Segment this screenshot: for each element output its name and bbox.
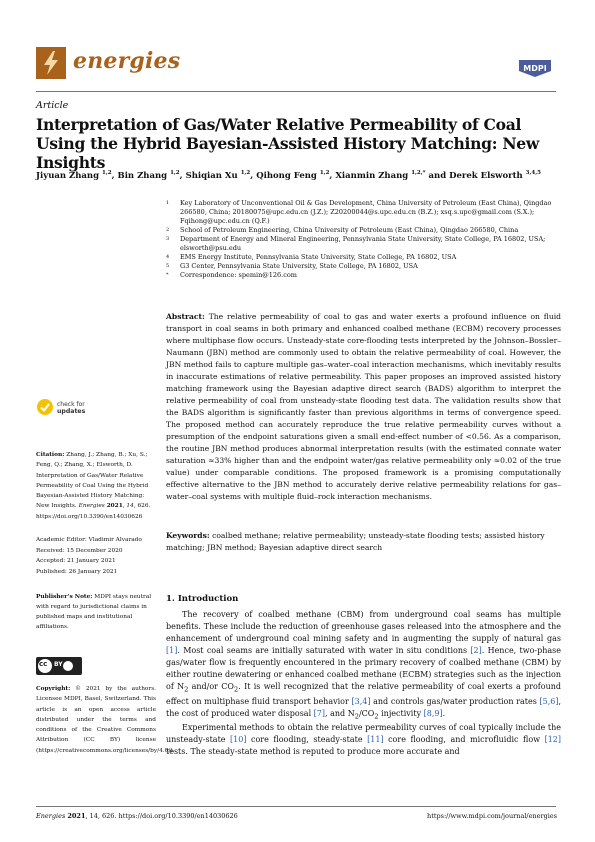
- paragraph: Experimental methods to obtain the relative permeability curves of coal typically include the unsteady-state [10] core flooding, steady-state [11] core flooding, and microfluidic flow [12] tests. The steady-state method is reputed to produce more accurate and: [166, 723, 561, 757]
- author[interactable]: and Derek Elsworth $^{3,4,5}$: [428, 170, 541, 181]
- cc-by-license-badge[interactable]: [36, 657, 82, 675]
- publisher-note: Publisher’s Note: MDPI stays neutral with regard to jurisdictional claims in published maps and institutional affiliations.: [36, 594, 152, 630]
- citation-label: Citation:: [36, 452, 65, 458]
- keywords-label: Keywords:: [166, 531, 210, 540]
- citation-text: Zhang, J.; Zhang, B.; Xu, S.; Feng, Q.; Zhang, X.; Elsworth, D. Interpretation of Gas/Water Relative Permeability of Coal Using the Hybrid Bayesian-Assisted History Matching: New Insights.: [36, 452, 149, 510]
- header-divider: [36, 91, 556, 92]
- citation-link[interactable]: [1]: [166, 646, 178, 655]
- copyright-notice: Copyright: © 2021 by the authors. Licensee MDPI, Basel, Switzerland. This article is an open access article distributed under the terms and conditions of the Creative Commons Attribution (CC BY) license (https://creativecommons.org/licenses/by/4.0/).: [36, 686, 175, 754]
- affiliation-item: 1 Key Laboratory of Unconventional Oil & Gas Development, China University of Petroleum (East China), Qingdao 266580, China; 20180075@upc.edu.cn (J.Z.); Z20200044@s.upc.edu.cn (B.Z.); xsq.s.upc@gmail.com (S.X.); Fqihong@upc.edu.cn (Q.F.): [166, 199, 552, 225]
- affiliation-item: 3 Department of Energy and Mineral Engineering, Pennsylvania State University, State College, PA 16802, USA; elsworth@psu.edu: [166, 235, 546, 252]
- abstract-text: The relative permeability of coal to gas and water exerts a profound influence on fluid transport in coal seams in both primary and enhanced coalbed methane (ECBM) recovery processes where multiphase flow occurs. Unsteady-state core-flooding tests interpreted by the Johnson–Bossler–Naumann (JBN) method are commonly used to obtain the relative permeability of coal. However, the JBN method fails to capture multiple gas–water–coal interaction mechanisms, which inevitably results in inaccurate estimations of relative permeability. This paper proposes an improved assisted history matching framework using the Bayesian adaptive direct search (BADS) algorithm to interpret the relative permeability of coal from unsteady-state flooding test data. The validation results show that the BADS algorithm is significantly faster than previous algorithms in terms of convergence speed. The proposed method can accurately reproduce the true relative permeability curves without a presumption of the endpoint saturations given a small end-effect number of <0.56. As a comparison, the routine JBN method produces abnormal interpretation results (with the estimated connate water saturation ≈33% higher than and the endpoint water/gas relative permeability only ≈0.02 of the true value) under comparable conditions. The proposed framework is a promising computationally effective alternative to the JBN method to accurately derive relative permeability relations for gas–water–coal systems with multiple fluid–rock interaction mechanisms.: [166, 312, 561, 501]
- lightning-icon: [36, 47, 66, 79]
- keywords-text: coalbed methane; relative permeability; unsteady-state flooding tests; assisted history matching; JBN method; Bayesian adaptive direct search: [166, 531, 545, 552]
- affiliation-item: 2 School of Petroleum Engineering, China University of Petroleum (East China), Qingdao 266580, China: [166, 226, 519, 234]
- abstract-label: Abstract:: [166, 312, 205, 321]
- accepted-date: Accepted: 21 January 2021: [36, 558, 116, 564]
- check-for-label: check for: [57, 401, 85, 408]
- citation-link[interactable]: [11]: [367, 735, 384, 745]
- footer-citation: Energies 2021, 14, 626. https://doi.org/10.3390/en14030626: [36, 812, 238, 820]
- abstract: [166, 311, 561, 503]
- citation-link[interactable]: [8,9]: [423, 708, 443, 718]
- paragraph: The recovery of coalbed methane (CBM) from underground coal seams has multiple benefits. These include the reduction of greenhouse gases released into the atmosphere and the enhancement of underground coal mining safety and in augmenting the supply of natural gas [1]. Most coal seams are initially saturated with water in situ conditions [2]. Hence, two-phase gas/water flow is frequently encountered in the primary recovery of coalbed methane (CBM) by either routine dewatering or enhanced coalbed methane (ECBM) strategies such as the injection of $N_2$ and/or $CO_2$. It is well recognized that the relative permeability of coal exerts a profound effect on multiphase fluid transport behavior [3,4] and controls gas/water production rates [5,6], the cost of produced water disposal [7], and $N_2/CO_2$ injectivity [8,9].: [166, 610, 562, 721]
- received-date: Received: 15 December 2020: [36, 547, 123, 554]
- affiliations: [166, 199, 561, 280]
- article-type: Article: [36, 100, 69, 111]
- journal-logo: [36, 47, 66, 79]
- affiliation-item: 4 EMS Energy Institute, Pennsylvania State University, State College, PA 16802, USA: [166, 253, 457, 261]
- academic-editor: Academic Editor: Vladimir Alvarado: [36, 537, 142, 543]
- check-circle-icon: [36, 398, 54, 416]
- footer-journal-url[interactable]: https://www.mdpi.com/journal/energies: [427, 812, 557, 820]
- author[interactable]: Bin Zhang $^{1,2}$: [117, 170, 180, 181]
- article-title: Interpretation of Gas/Water Relative Permeability of Coal Using the Hybrid Bayesian-Assisted History Matching: New Insights: [36, 115, 540, 172]
- published-date: Published: 26 January 2021: [36, 568, 118, 575]
- citation-link[interactable]: [10]: [230, 735, 247, 745]
- author[interactable]: Xianmin Zhang $^{1,2,*}$: [335, 170, 426, 181]
- citation-link[interactable]: [12]: [544, 735, 561, 745]
- citation-link[interactable]: [2]: [470, 646, 482, 655]
- publisher-name: MDPI: [523, 64, 547, 73]
- by-label: BY: [54, 661, 63, 668]
- author[interactable]: Jiyuan Zhang $^{1,2}$: [36, 170, 112, 181]
- author[interactable]: Qihong Feng $^{1,2}$: [256, 170, 330, 181]
- cc-label: cc: [39, 660, 48, 668]
- citation-link[interactable]: [7]: [313, 708, 326, 718]
- footer-divider: [36, 806, 556, 807]
- introduction-body: [166, 609, 561, 758]
- journal-name[interactable]: energies: [73, 48, 181, 74]
- updates-label: updates: [57, 407, 86, 415]
- citation-link[interactable]: [3,4]: [351, 696, 371, 706]
- section-heading: 1. Introduction: [166, 594, 239, 604]
- affiliation-item: 5 G3 Center, Pennsylvania State University, State College, PA 16802, USA: [166, 262, 418, 270]
- citation-link[interactable]: [5,6]: [539, 696, 559, 706]
- author[interactable]: Shiqian Xu $^{1,2}$: [185, 170, 251, 181]
- author-list: Jiyuan Zhang $^{1,2}$, Bin Zhang $^{1,2}$, Shiqian Xu $^{1,2}$, Qihong Feng $^{1,2}$, Xianmin Zhang $^{1,2,*}$ and Derek Elsworth $^{3,4,5}$: [36, 170, 541, 181]
- mdpi-logo[interactable]: [516, 58, 554, 82]
- correspondence: * Correspondence: spemin@126.com: [166, 271, 297, 279]
- citation-block: Citation: Zhang, J.; Zhang, B.; Xu, S.; Feng, Q.; Zhang, X.; Elsworth, D. Interpretation of Gas/Water Relative Permeability of Coal Using the Hybrid Bayesian-Assisted History Matching: New Insights. Energies 2021, 14, 626. https://doi.org/10.3390/en14030626: [36, 452, 151, 520]
- keywords: [166, 530, 561, 554]
- citation-doi[interactable]: , 626. https://doi.org/10.3390/en14030626: [36, 503, 151, 520]
- check-for-updates-badge[interactable]: [36, 398, 86, 420]
- article-dates: [36, 535, 156, 577]
